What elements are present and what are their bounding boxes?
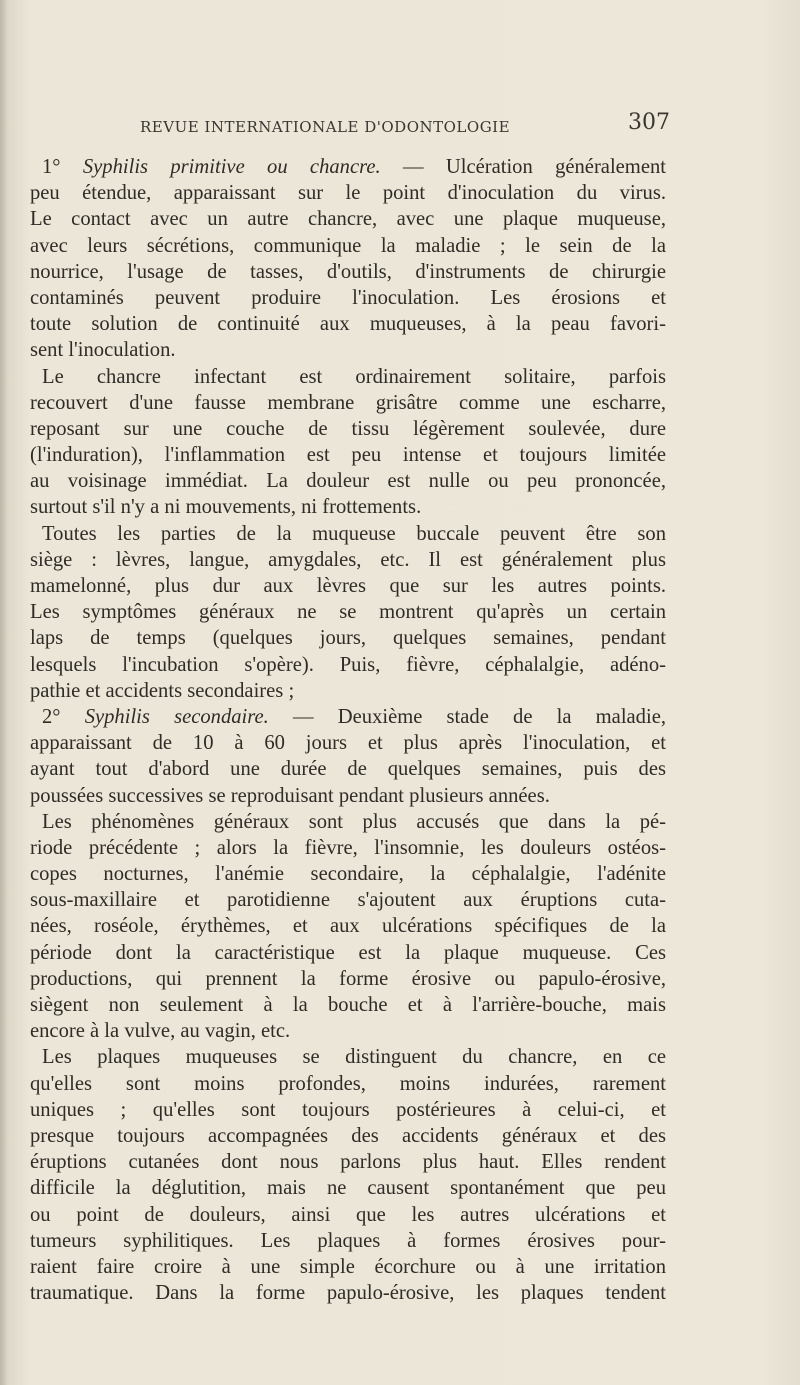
text-line (30, 887, 666, 913)
text-line (30, 809, 666, 835)
paragraph (30, 364, 666, 521)
text-line (30, 364, 666, 390)
text-run: mamelonné, plus dur aux lèvres que sur les autres points. (30, 575, 666, 597)
text-run: (l'induration), l'inflammation est peu intense et toujours limitée (30, 444, 666, 467)
text-line (30, 1228, 666, 1254)
text-run: tumeurs syphilitiques. Les plaques à formes érosives pour- (30, 1229, 666, 1252)
page-gutter-shadow (0, 0, 8, 1385)
text-line (30, 1123, 666, 1149)
text-line (30, 521, 666, 547)
text-run: sous-maxillaire et parotidienne s'ajoutent aux éruptions cuta- (30, 889, 666, 912)
text-run: nourrice, l'usage de tasses, d'outils, d'instruments de chirurgie (30, 260, 666, 283)
text-run: — Ulcération généralement (380, 156, 666, 178)
paragraph (30, 1044, 666, 1306)
paragraph (30, 704, 666, 809)
paragraph (30, 154, 666, 364)
text-run: poussées successives se reproduisant pendant plusieurs années. (30, 784, 550, 807)
text-line (30, 730, 666, 756)
text-line (30, 390, 666, 416)
text-run: 1° (42, 156, 83, 178)
text-line (30, 835, 666, 861)
paragraph (30, 521, 666, 704)
text-line (30, 913, 666, 939)
text-line (30, 678, 666, 704)
text-line (30, 154, 666, 180)
text-line (30, 599, 666, 625)
text-run: ou point de douleurs, ainsi que les autres ulcérations et (30, 1203, 666, 1226)
text-line (30, 704, 666, 730)
text-run: traumatique. Dans la forme papulo-érosive, les plaques tendent (30, 1282, 666, 1305)
text-run: Le contact avec un autre chancre, avec une plaque muqueuse, (30, 208, 666, 231)
text-run: siège : lèvres, langue, amygdales, etc. Il est généralement plus (30, 548, 666, 571)
text-run: raient faire croire à une simple écorchure ou à une irritation (30, 1255, 666, 1278)
text-run: Les symptômes généraux ne se montrent qu'après un certain (30, 601, 666, 624)
text-line (30, 1149, 666, 1175)
text-run: sent l'inoculation. (30, 339, 176, 362)
text-line (30, 494, 666, 520)
text-run: Les phénomènes généraux sont plus accusés que dans la pé- (42, 810, 666, 833)
text-line (30, 1097, 666, 1123)
text-line (30, 992, 666, 1018)
text-run: période dont la caractéristique est la plaque muqueuse. Ces (30, 941, 666, 964)
text-run: Les plaques muqueuses se distinguent du chancre, en ce (42, 1046, 666, 1069)
page-number: 307 (628, 110, 670, 135)
text-run: productions, qui prennent la forme érosive ou papulo-érosive, (30, 967, 666, 990)
text-run: contaminés peuvent produire l'inoculation. Les érosions et (30, 286, 666, 309)
text-line (30, 337, 666, 363)
text-run: recouvert d'une fausse membrane grisâtre comme une escharre, (30, 391, 666, 414)
text-line (30, 233, 666, 259)
text-run: copes nocturnes, l'anémie secondaire, la céphalalgie, l'adénite (30, 863, 666, 886)
text-line (30, 940, 666, 966)
text-run: pathie et accidents secondaires ; (30, 679, 295, 702)
running-head: REVUE INTERNATIONALE D'ODONTOLOGIE (140, 118, 511, 136)
text-line (30, 442, 666, 468)
text-run: encore à la vulve, au vagin, etc. (30, 1020, 291, 1043)
text-line (30, 1044, 666, 1070)
text-line (30, 652, 666, 678)
text-run: au voisinage immédiat. La douleur est nulle ou peu prononcée, (30, 470, 666, 493)
italic-heading: Syphilis primitive ou chancre. (82, 156, 381, 178)
text-run: uniques ; qu'elles sont toujours postérieures à celui-ci, et (30, 1098, 666, 1121)
text-run: reposant sur une couche de tissu légèrement soulevée, dure (30, 417, 666, 440)
text-line (30, 756, 666, 782)
text-run: peu étendue, apparaissant sur le point d'inoculation du virus. (30, 182, 666, 205)
text-run: qu'elles sont moins profondes, moins indurées, rarement (30, 1072, 666, 1095)
text-line (30, 966, 666, 992)
text-run: — Deuxième stade de la maladie, (268, 705, 666, 728)
text-line (30, 783, 666, 809)
text-line (30, 285, 666, 311)
text-run: apparaissant de 10 à 60 jours et plus après l'inoculation, et (30, 732, 666, 755)
text-run: Toutes les parties de la muqueuse buccale peuvent être son (42, 522, 666, 545)
text-run: toute solution de continuité aux muqueuses, à la peau favori- (30, 313, 666, 336)
text-line (30, 1280, 666, 1306)
text-run: laps de temps (quelques jours, quelques semaines, pendant (30, 627, 666, 650)
text-line (30, 311, 666, 337)
text-run: 2° (42, 705, 85, 728)
text-line (30, 1202, 666, 1228)
text-line (30, 416, 666, 442)
text-line (30, 259, 666, 285)
text-run: ayant tout d'abord une durée de quelques semaines, puis des (30, 758, 666, 781)
text-run: nées, roséole, érythèmes, et aux ulcérations spécifiques de la (30, 915, 666, 938)
body-text (30, 154, 666, 1306)
text-run: avec leurs sécrétions, communique la maladie ; le sein de la (30, 234, 666, 257)
italic-heading: Syphilis secondaire. (84, 705, 269, 728)
paragraph (30, 809, 666, 1045)
text-line (30, 206, 666, 232)
text-line (30, 1175, 666, 1201)
text-run: Le chancre infectant est ordinairement solitaire, parfois (42, 365, 666, 388)
text-line (30, 547, 666, 573)
text-run: presque toujours accompagnées des accidents généraux et des (30, 1124, 666, 1147)
text-line (30, 180, 666, 206)
text-line (30, 1071, 666, 1097)
text-line (30, 1254, 666, 1280)
text-line (30, 573, 666, 599)
text-line (30, 1018, 666, 1044)
text-run: éruptions cutanées dont nous parlons plus haut. Elles rendent (30, 1151, 666, 1174)
text-run: difficile la déglutition, mais ne causent spontanément que peu (30, 1177, 666, 1200)
text-line (30, 861, 666, 887)
text-line (30, 625, 666, 651)
text-run: riode précédente ; alors la fièvre, l'insomnie, les douleurs ostéos- (30, 836, 666, 859)
text-run: siègent non seulement à la bouche et à l'arrière-bouche, mais (30, 994, 666, 1016)
text-run: surtout s'il n'y a ni mouvements, ni frottements. (30, 496, 422, 519)
text-line (30, 468, 666, 494)
text-run: lesquels l'incubation s'opère). Puis, fièvre, céphalalgie, adéno- (30, 653, 666, 676)
